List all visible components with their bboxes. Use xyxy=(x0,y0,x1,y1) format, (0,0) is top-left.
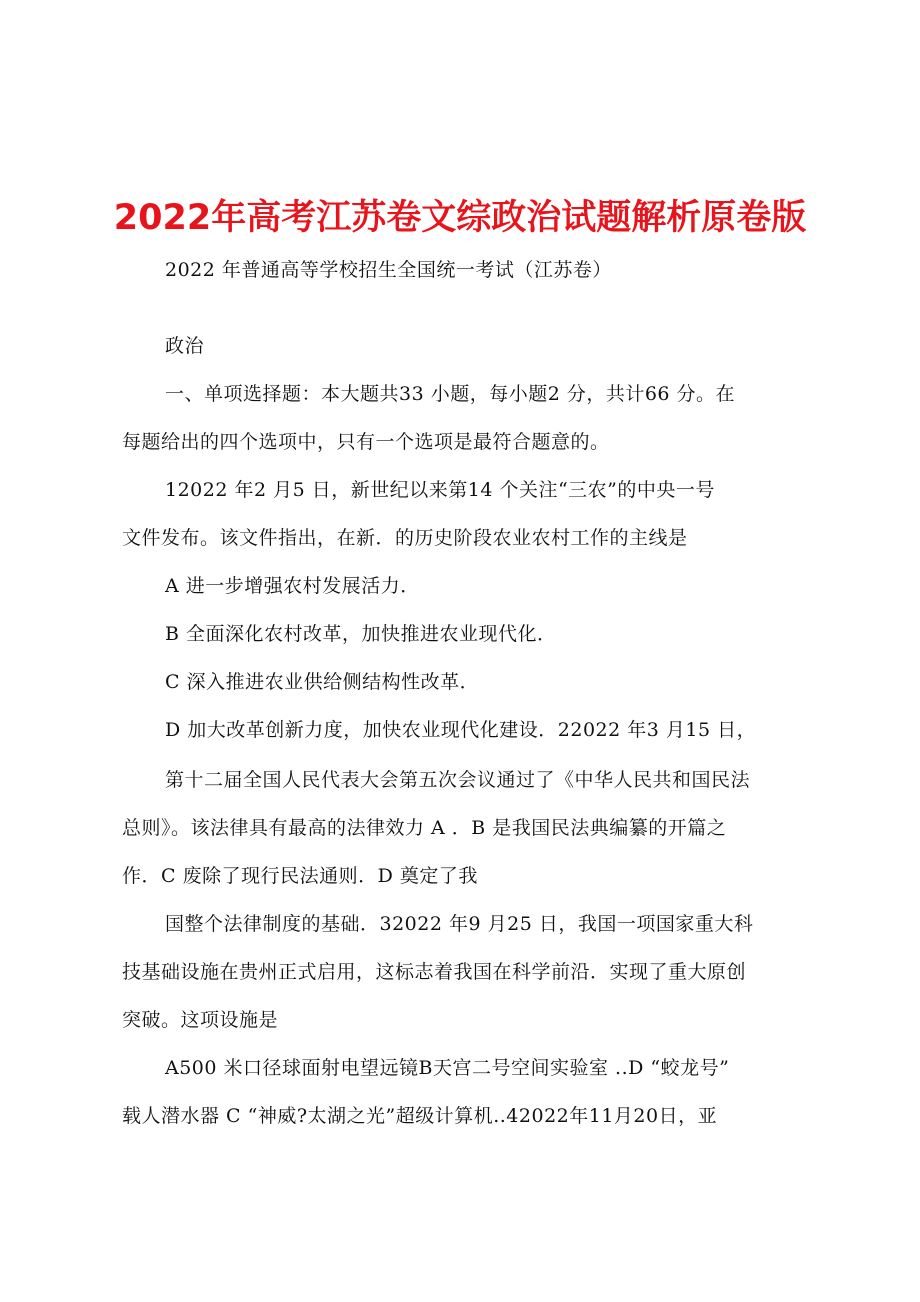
option-line: A500 米口径球面射电望远镜B天宫二号空间实验室 ..D “蛟龙号” xyxy=(165,1057,730,1079)
question-text-line: 作．C 废除了现行民法通则．D 奠定了我 xyxy=(122,865,478,887)
question-text-line: 突破。这项设施是 xyxy=(122,1009,279,1031)
question-text-line: 技基础设施在贵州正式启用，这标志着我国在科学前沿．实现了重大原创 xyxy=(122,961,747,983)
option-line: A 进一步增强农村发展活力． xyxy=(165,575,420,597)
question-text-line: 总则》。该法律具有最高的法律效力 A ．B 是我国民法典编纂的开篇之 xyxy=(122,817,727,839)
option-line: C 深入推进农业供给侧结构性改革． xyxy=(165,671,480,693)
option-line: D 加大改革创新力度，加快农业现代化建设．22022 年3 月15 日， xyxy=(165,719,757,741)
exam-subtitle: 2022 年普通高等学校招生全国统一考试（江苏卷） xyxy=(165,259,612,281)
subject-label: 政治 xyxy=(165,335,205,357)
option-line: 载人潜水器 C “神威?太湖之光”超级计算机..42022年11月20日，亚 xyxy=(122,1105,718,1127)
question-text-line: 12022 年2 月5 日，新世纪以来第14 个关注“三农”的中央一号 xyxy=(165,479,715,501)
question-text-line: 第十二届全国人民代表大会第五次会议通过了《中华人民共和国民法 xyxy=(165,769,751,791)
section-heading-line: 一、单项选择题：本大题共33 小题，每小题2 分，共计66 分。在 xyxy=(165,383,736,405)
document-title: 2022年高考江苏卷文综政治试题解析原卷版 xyxy=(113,198,807,238)
question-text-line: 国整个法律制度的基础．32022 年9 月25 日，我国一项国家重大科 xyxy=(165,913,754,935)
option-line: B 全面深化农村改革，加快推进农业现代化． xyxy=(165,623,557,645)
question-text-line: 文件发布。该文件指出，在新．的历史阶段农业农村工作的主线是 xyxy=(122,527,688,549)
section-heading-line: 每题给出的四个选项中，只有一个选项是最符合题意的。 xyxy=(122,431,610,453)
